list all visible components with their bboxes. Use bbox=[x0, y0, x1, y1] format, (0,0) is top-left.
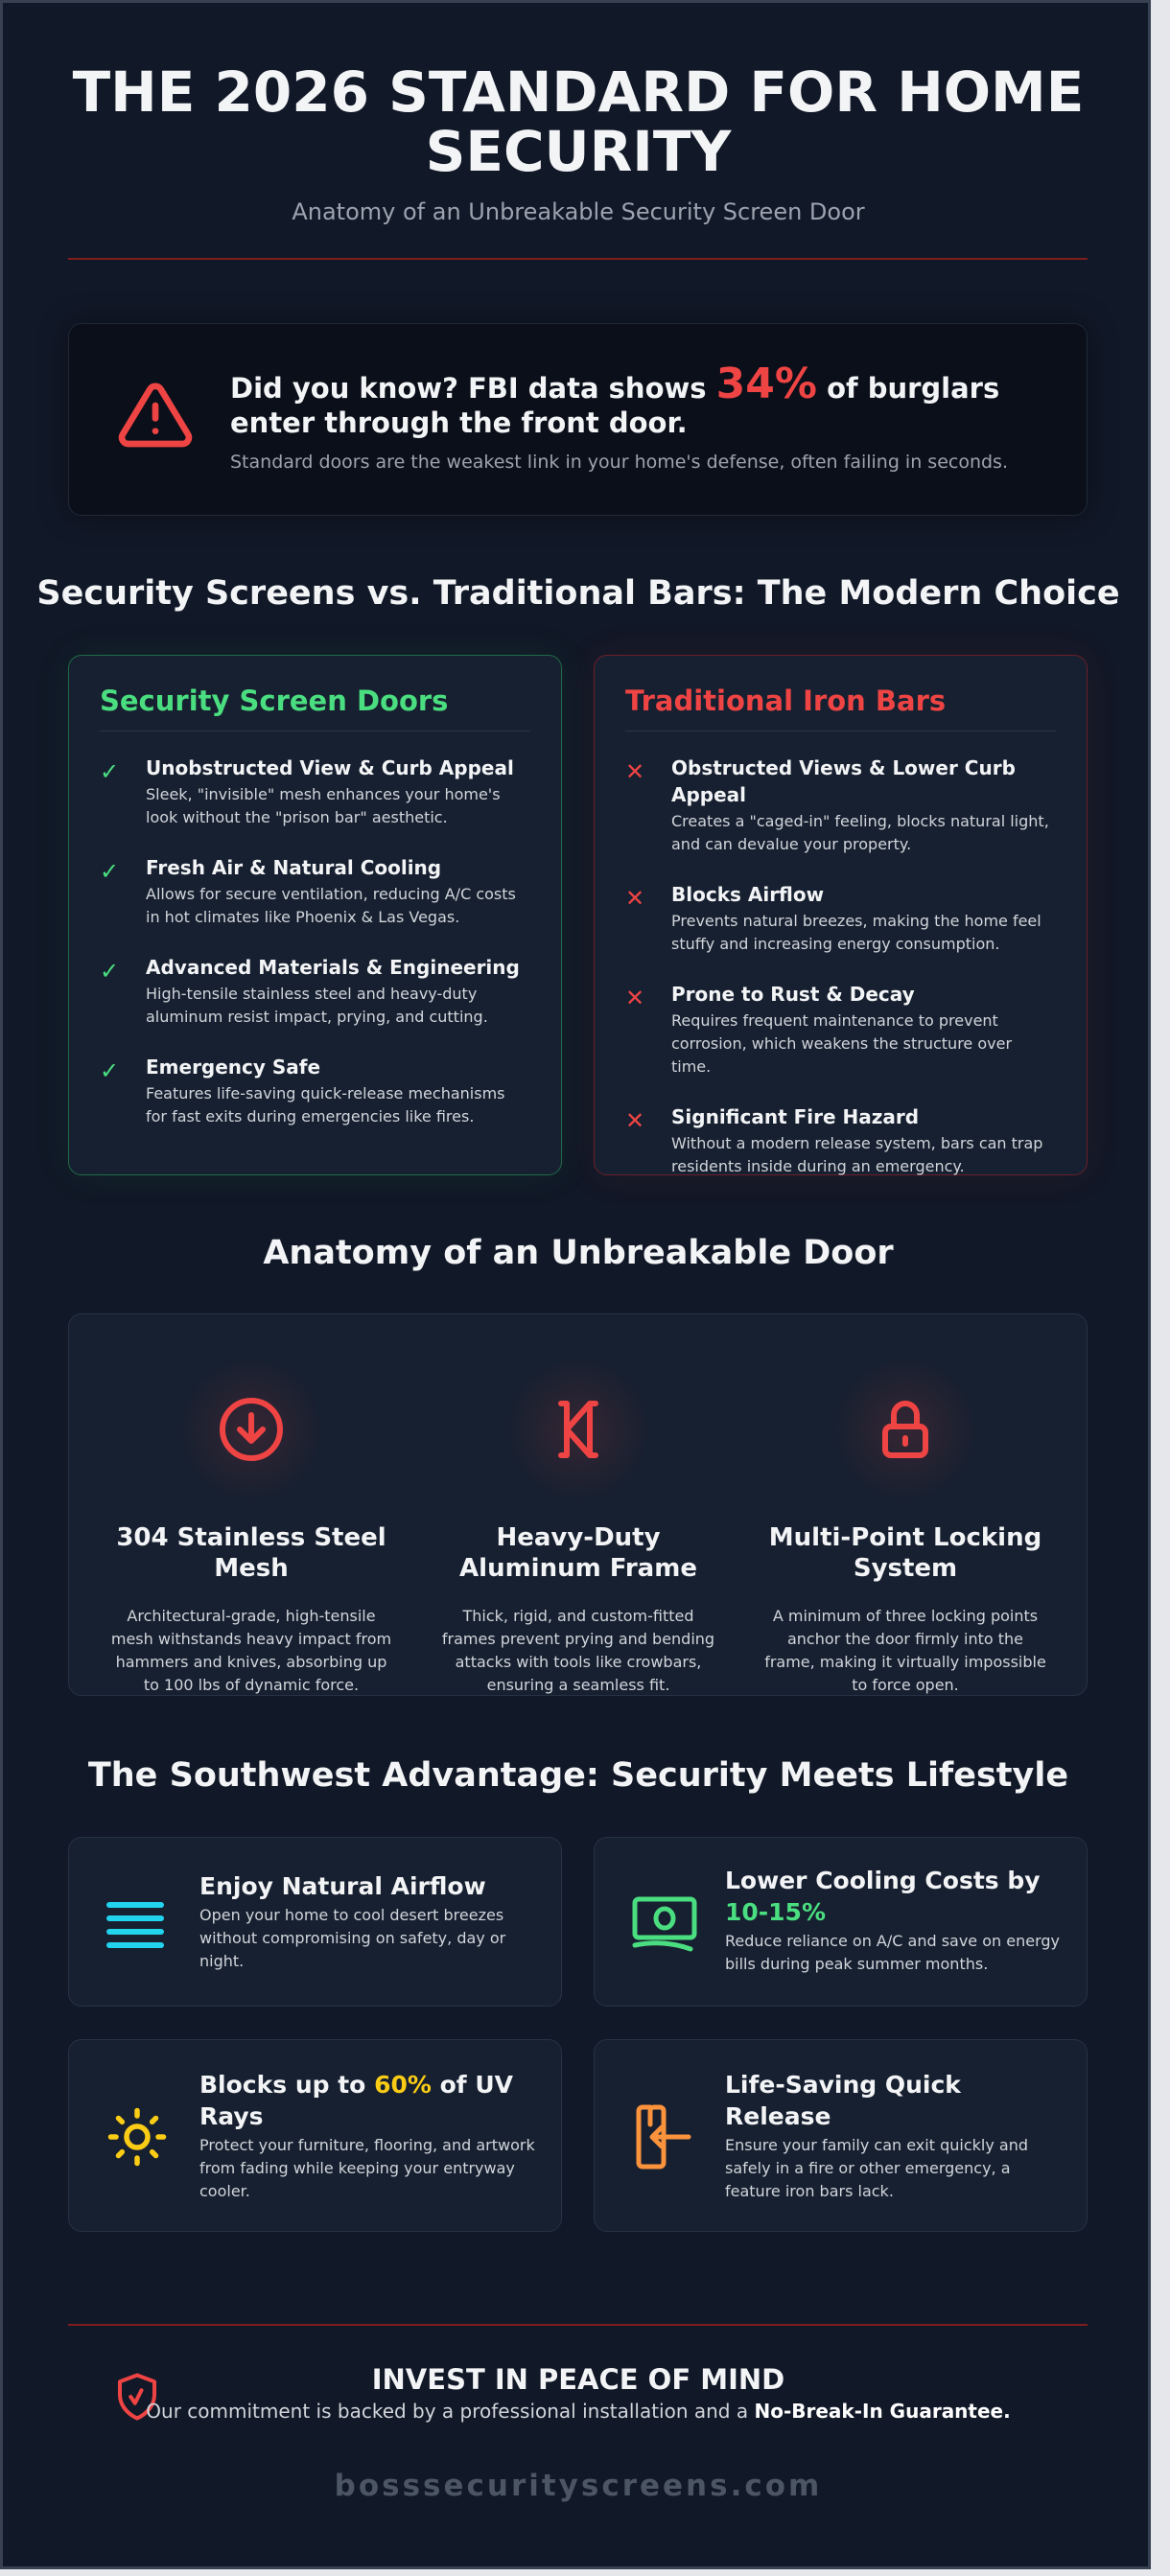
arrow-down-circle-icon bbox=[217, 1395, 286, 1464]
fbi-alert-box bbox=[68, 323, 1088, 516]
lock-icon bbox=[871, 1395, 940, 1464]
list-item: ✕ Prone to Rust & Decay Requires frequent maintenance to prevent corrosion, which weakens the structure over time. bbox=[625, 981, 1056, 1079]
check-icon: ✓ bbox=[100, 958, 120, 985]
benefit-card-release: Life-Saving Quick Release Ensure your family can exit quickly and safely in a fire or other emergency, a feature iron bars lack. bbox=[594, 2039, 1088, 2232]
page-title: THE 2026 STANDARD FOR HOME SECURITY bbox=[72, 59, 1085, 184]
card-title: Security Screen Doors bbox=[100, 685, 530, 731]
benefit-card-cooling: Lower Cooling Costs by 10-15% Reduce reliance on A/C and save on energy bills during peak summer months. bbox=[594, 1837, 1088, 2007]
check-icon: ✓ bbox=[100, 858, 120, 885]
footer-heading: INVEST IN PEACE OF MIND bbox=[371, 2363, 785, 2396]
anatomy-card bbox=[68, 1313, 1088, 1696]
list-item: ✕ Blocks Airflow Prevents natural breezes, making the home feel stuffy and increasing energy consumption. bbox=[625, 881, 1056, 956]
list-item: ✓ Fresh Air & Natural Cooling Allows for secure ventilation, reducing A/C costs in hot climates like Phoenix & Las Vegas. bbox=[100, 854, 530, 929]
page-subtitle: Anatomy of an Unbreakable Security Screen Door bbox=[292, 198, 865, 225]
southwest-heading: The Southwest Advantage: Security Meets Lifestyle bbox=[87, 1756, 1069, 1795]
footer-text: Our commitment is backed by a professional installation and a No-Break-In Guarantee. bbox=[146, 2400, 1011, 2423]
x-icon: ✕ bbox=[625, 1107, 645, 1134]
list-item: ✕ Significant Fire Hazard Without a modern release system, bars can trap residents inside during an emergency. bbox=[625, 1103, 1056, 1178]
cooling-highlight: 10-15% bbox=[725, 1898, 827, 1926]
alert-heading: Did you know? FBI data shows 34% of burglars enter through the front door. bbox=[230, 360, 1000, 439]
x-icon: ✕ bbox=[625, 885, 645, 912]
card-title: Traditional Iron Bars bbox=[625, 685, 1056, 731]
wind-lines-icon bbox=[105, 1899, 167, 1951]
alert-note: Standard doors are the weakest link in your home's defense, often failing in seconds. bbox=[230, 452, 1008, 473]
uv-highlight: 60% bbox=[374, 2071, 432, 2099]
check-icon: ✓ bbox=[100, 758, 120, 785]
check-icon: ✓ bbox=[100, 1057, 120, 1084]
warning-triangle-icon bbox=[112, 377, 199, 453]
list-item: ✓ Advanced Materials & Engineering High-tensile stainless steel and heavy-duty aluminum resist impact, prying, and cutting. bbox=[100, 954, 530, 1029]
anatomy-heading: Anatomy of an Unbreakable Door bbox=[263, 1234, 894, 1272]
money-icon bbox=[631, 1895, 698, 1957]
list-item: ✕ Obstructed Views & Lower Curb Appeal Creates a "caged-in" feeling, blocks natural light, and can devalue your property. bbox=[625, 754, 1056, 856]
guarantee-text: No-Break-In Guarantee. bbox=[754, 2400, 1011, 2423]
alert-stat: 34% bbox=[715, 360, 817, 408]
x-icon: ✕ bbox=[625, 758, 645, 785]
divider bbox=[68, 258, 1088, 260]
anatomy-item: Multi-Point Locking System A minimum of three locking points anchor the door firmly into the frame, making it virtually impossible to force open. bbox=[752, 1314, 1059, 1697]
list-item: ✓ Unobstructed View & Curb Appeal Sleek, "invisible" mesh enhances your home's look without the "prison bar" aesthetic. bbox=[100, 754, 530, 829]
iron-bars-card bbox=[594, 655, 1088, 1175]
sun-icon bbox=[105, 2105, 169, 2169]
frame-icon bbox=[544, 1395, 613, 1464]
security-screen-card bbox=[68, 655, 562, 1175]
x-icon: ✕ bbox=[625, 985, 645, 1011]
website-link[interactable]: bosssecurityscreens.com bbox=[334, 2469, 823, 2503]
exit-door-icon bbox=[631, 2103, 694, 2170]
footer-divider bbox=[68, 2324, 1088, 2326]
comparison-heading: Security Screens vs. Traditional Bars: The Modern Choice bbox=[36, 574, 1120, 613]
anatomy-item: Heavy-Duty Aluminum Frame Thick, rigid, and custom-fitted frames prevent prying and bending attacks with tools like crowbars, ensuring a seamless fit. bbox=[425, 1314, 732, 1697]
anatomy-item: 304 Stainless Steel Mesh Architectural-grade, high-tensile mesh withstands heavy impact from hammers and knives, absorbing up to 100 lbs of dynamic force. bbox=[98, 1314, 405, 1697]
benefit-card-airflow: Enjoy Natural Airflow Open your home to cool desert breezes without compromising on safety, day or night. bbox=[68, 1837, 562, 2007]
list-item: ✓ Emergency Safe Features life-saving quick-release mechanisms for fast exits during emergencies like fires. bbox=[100, 1054, 530, 1128]
benefit-card-uv: Blocks up to 60% of UV Rays Protect your furniture, flooring, and artwork from fading while keeping your entryway cooler. bbox=[68, 2039, 562, 2232]
